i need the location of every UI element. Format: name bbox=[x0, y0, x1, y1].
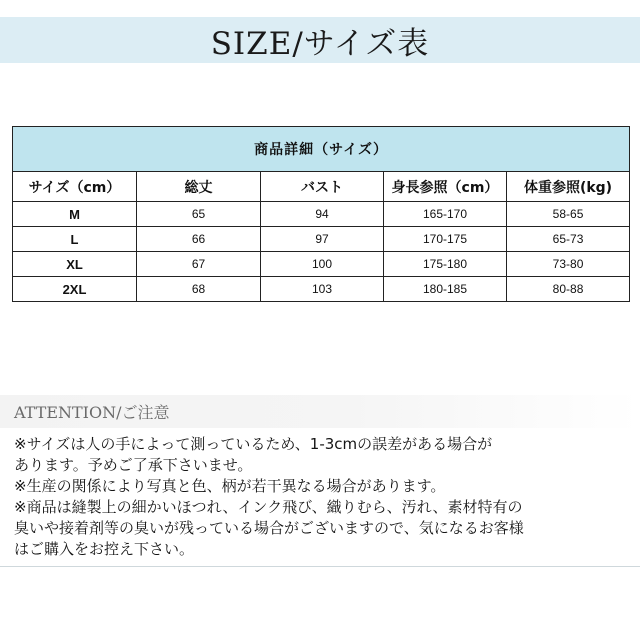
cell-size: 2XL bbox=[13, 277, 137, 302]
note-line: はご購入をお控え下さい。 bbox=[14, 540, 195, 558]
table-row bbox=[13, 227, 630, 252]
cell-size: M bbox=[13, 202, 137, 227]
cell-weight-ref: 73-80 bbox=[507, 252, 630, 277]
page-title: SIZE/サイズ表 bbox=[210, 25, 430, 62]
attention-banner bbox=[0, 395, 640, 428]
cell-height-ref: 165-170 bbox=[384, 202, 507, 227]
size-table bbox=[12, 126, 630, 302]
cell-length: 65 bbox=[137, 202, 261, 227]
header-height-ref: 身長参照（cm） bbox=[384, 172, 507, 202]
note-line: ※生産の関係により写真と色、柄が若干異なる場合があります。 bbox=[14, 477, 446, 495]
cell-size: XL bbox=[13, 252, 137, 277]
header-bust: バスト bbox=[261, 172, 384, 202]
header-length: 総丈 bbox=[137, 172, 261, 202]
cell-length: 66 bbox=[137, 227, 261, 252]
table-header-row bbox=[13, 172, 630, 202]
cell-bust: 100 bbox=[261, 252, 384, 277]
table-caption-row bbox=[13, 127, 630, 172]
cell-weight-ref: 80-88 bbox=[507, 277, 630, 302]
cell-height-ref: 170-175 bbox=[384, 227, 507, 252]
cell-length: 67 bbox=[137, 252, 261, 277]
cell-size: L bbox=[13, 227, 137, 252]
note-line: ※商品は縫製上の細かいほつれ、インク飛び、織りむら、汚れ、素材特有の bbox=[14, 498, 523, 516]
cell-height-ref: 180-185 bbox=[384, 277, 507, 302]
cell-weight-ref: 65-73 bbox=[507, 227, 630, 252]
cell-bust: 103 bbox=[261, 277, 384, 302]
title-banner bbox=[0, 17, 640, 63]
note-line: 臭いや接着剤等の臭いが残っている場合がございますので、気になるお客様 bbox=[14, 519, 524, 537]
table-row bbox=[13, 277, 630, 302]
note-line: ※サイズは人の手によって測っているため、1-3cmの誤差がある場合が bbox=[14, 435, 493, 453]
header-weight-ref: 体重参照(kg) bbox=[507, 172, 630, 202]
note-line: あります。予めご了承下さいませ。 bbox=[14, 456, 253, 474]
cell-bust: 97 bbox=[261, 227, 384, 252]
bottom-divider bbox=[0, 566, 640, 567]
header-size: サイズ（cm） bbox=[13, 172, 137, 202]
table-row bbox=[13, 202, 630, 227]
table-row bbox=[13, 252, 630, 277]
cell-height-ref: 175-180 bbox=[384, 252, 507, 277]
attention-title: ATTENTION/ご注意 bbox=[14, 403, 170, 422]
cell-length: 68 bbox=[137, 277, 261, 302]
attention-notes bbox=[14, 434, 634, 560]
cell-bust: 94 bbox=[261, 202, 384, 227]
cell-weight-ref: 58-65 bbox=[507, 202, 630, 227]
table-caption: 商品詳細（サイズ） bbox=[13, 127, 630, 172]
